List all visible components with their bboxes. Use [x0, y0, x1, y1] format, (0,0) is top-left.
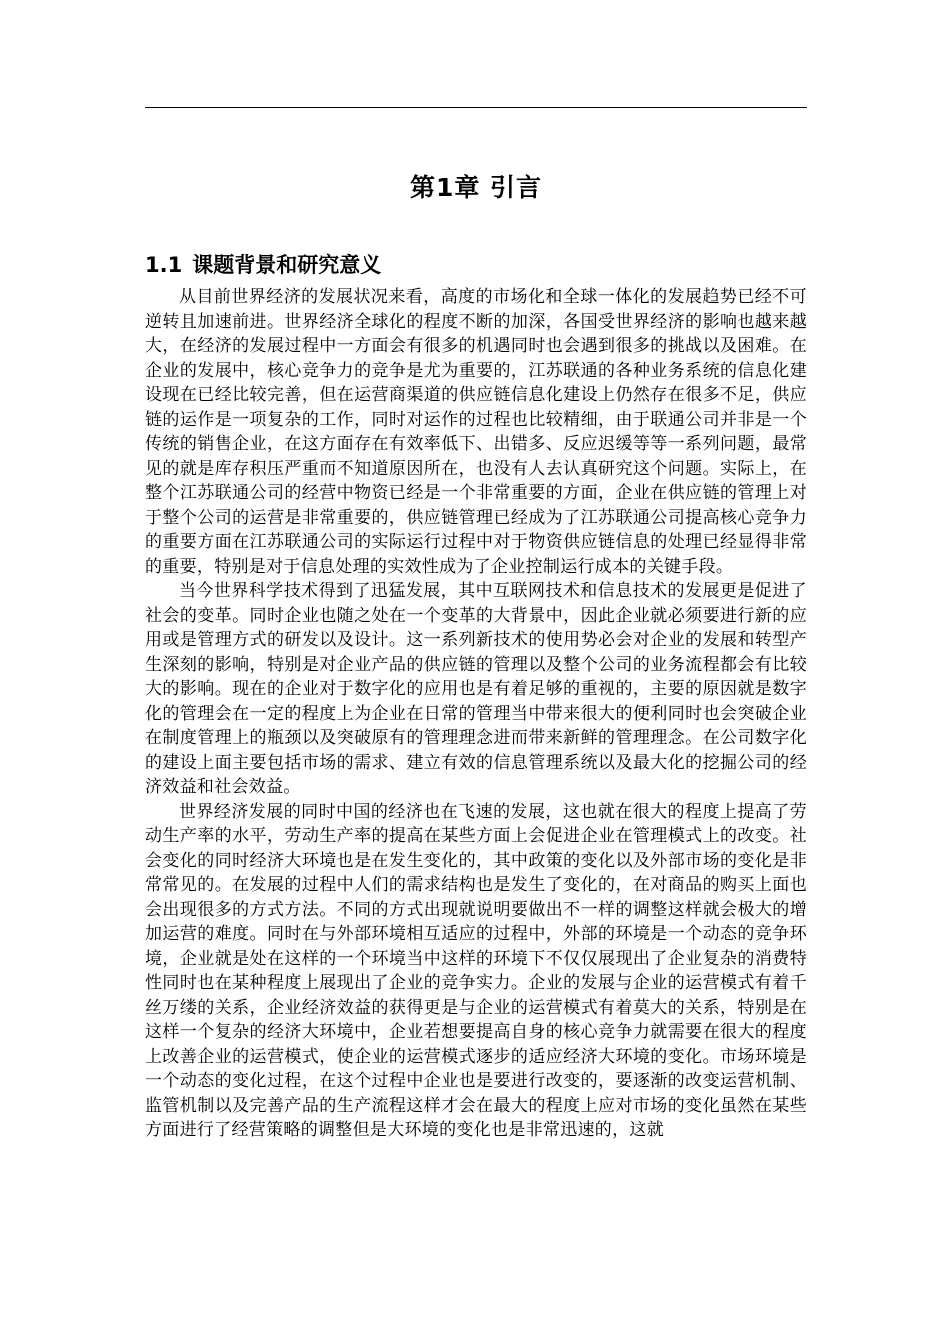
header-rule [145, 107, 807, 108]
section-heading [145, 250, 807, 280]
section-title: 课题背景和研究意义 [192, 253, 382, 277]
chapter-title: 第1章 引言 [409, 173, 543, 202]
paragraph-1: 从目前世界经济的发展状况来看，高度的市场化和全球一体化的发展趋势已经不可逆转且加速前进。世界经济全球化的程度不断的加深，各国受世界经济的影响也越来越大，在经济的发展过程中一方面会有很多的机遇同时也会遇到很多的挑战以及困难。在企业的发展中，核心竞争力的竞争是尤为重要的，江苏联通的各种业务系统的信息化建设现在已经比较完善，但在运营商渠道的供应链信息化建设上仍然存在很多不足，供应链的运作是一项复杂的工作，同时对运作的过程也比较精细，由于联通公司并非是一个传统的销售企业，在这方面存在有效率低下、出错多、反应迟缓等等一系列问题，最常见的就是库存积压严重而不知道原因所在，也没有人去认真研究这个问题。实际上，在整个江苏联通公司的经营中物资已经是一个非常重要的方面，企业在供应链的管理上对于整个公司的运营是非常重要的，供应链管理已经成为了江苏联通公司提高核心竞争力的重要方面在江苏联通公司的实际运行过程中对于物资供应链信息的处理已经显得非常的重要，特别是对于信息处理的实效性成为了企业控制运行成本的关键手段。 [145, 287, 807, 577]
section-number: 1.1 [145, 253, 183, 277]
paragraph-2: 当今世界科学技术得到了迅猛发展，其中互联网技术和信息技术的发展更是促进了社会的变革。同时企业也随之处在一个变革的大背景中，因此企业就必须要进行新的应用或是管理方式的研发以及设计。这一系列新技术的使用势必会对企业的发展和转型产生深刻的影响，特别是对企业产品的供应链的管理以及整个公司的业务流程都会有比较大的影响。现在的企业对于数字化的应用也是有着足够的重视的，主要的原因就是数字化的管理会在一定的程度上为企业在日常的管理当中带来很大的便利同时也会突破企业在制度管理上的瓶颈以及突破原有的管理理念进而带来新鲜的管理理念。在公司数字化的建设上面主要包括市场的需求、建立有效的信息管理系统以及最大化的挖掘公司的经济效益和社会效益。 [145, 581, 807, 797]
paragraph-3: 世界经济发展的同时中国的经济也在飞速的发展，这也就在很大的程度上提高了劳动生产率的水平，劳动生产率的提高在某些方面上会促进企业在管理模式上的改变。社会变化的同时经济大环境也是在发生变化的，其中政策的变化以及外部市场的变化是非常常见的。在发展的过程中人们的需求结构也是发生了变化的，在对商品的购买上面也会出现很多的方式方法。不同的方式出现就说明要做出不一样的调整这样就会极大的增加运营的难度。同时在与外部环境相互适应的过程中，外部的环境是一个动态的竞争环境，企业就是处在这样的一个环境当中这样的环境下不仅仅展现出了企业复杂的消费特性同时也在某种程度上展现出了企业的竞争实力。企业的发展与企业的运营模式有着千丝万缕的关系，企业经济效益的获得更是与企业的运营模式有着莫大的关系，特别是在这样一个复杂的经济大环境中，企业若想要提高自身的核心竞争力就需要在很大的程度上改善企业的运营模式，使企业的运营模式逐步的适应经济大环境的变化。市场环境是一个动态的变化过程，在这个过程中企业也是要进行改变的，要逐渐的改变运营机制、监管机制以及完善产品的生产流程这样才会在最大的程度上应对市场的变化虽然在某些方面进行了经营策略的调整但是大环境的变化也是非常迅速的，这就 [145, 801, 807, 1140]
body-text [145, 285, 807, 1143]
